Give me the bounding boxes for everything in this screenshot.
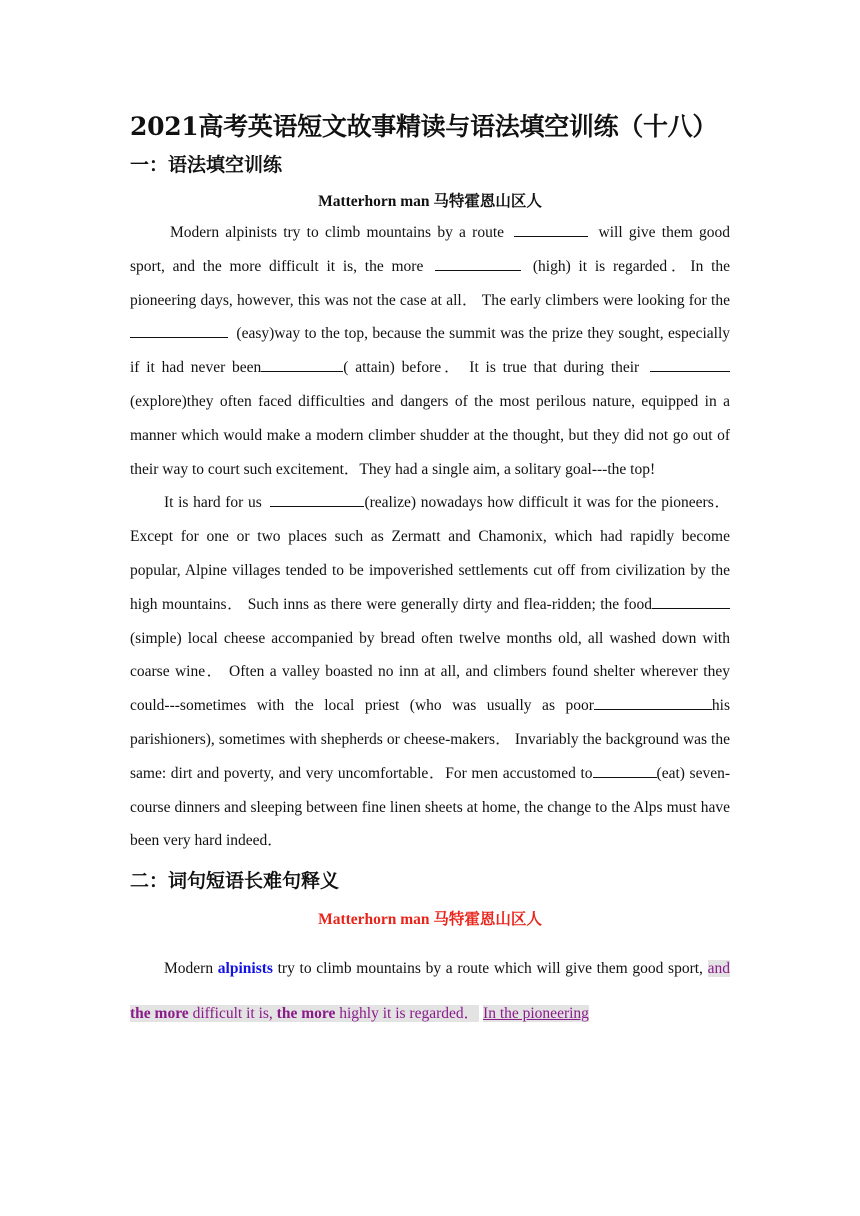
- passage-text: (realize) nowadays how difficult it was for the pioneers． Except for one or two places such as Zermatt and Chamonix, which had rapidly become popular, Alpine villages tended to be impoverished settlements cut off from civilization by the high mountains． Such inns as there were generally dirty and flea-ridden; the food: [130, 494, 731, 613]
- annotated-paragraph: [130, 946, 730, 1036]
- fill-blank-4[interactable]: [261, 357, 343, 372]
- story-title-red: Matterhorn man 马特霍恩山区人: [318, 911, 542, 929]
- annotated-text: try to climb mountains by a route which will give them good sport,: [277, 960, 703, 978]
- document-page: [130, 110, 730, 1036]
- story-title: Matterhorn man 马特霍恩山区人: [318, 193, 542, 210]
- passage-text: (high) it is regarded．In the pioneering days, however, this was not the case at all． The early climbers were looking for the: [130, 257, 731, 309]
- passage-text: It is hard for us: [164, 494, 262, 512]
- fill-blank-2[interactable]: [435, 256, 521, 271]
- passage-text: (simple) local cheese accompanied by bread often twelve months old, all washed down with coarse wine． Often a valley boasted no inn at all, and climbers found shelter wherever they could---sometimes with the local priest (who was usually as poor: [130, 629, 730, 715]
- fill-blank-7[interactable]: [652, 594, 730, 609]
- passage-text: Modern alpinists try to climb mountains by a route: [170, 224, 505, 241]
- fill-blank-3[interactable]: [130, 323, 228, 338]
- passage-paragraph-2: [130, 486, 730, 858]
- passage-paragraph-1: [130, 216, 730, 486]
- fill-blank-5[interactable]: [650, 357, 730, 372]
- passage-text: (eat) seven-course dinners and sleeping between fine linen sheets at home, the change to the Alps must have been very hard indeed．: [130, 764, 731, 850]
- document-title: 2021高考英语短文故事精读与语法填空训练（十八）: [130, 112, 718, 141]
- annotated-text: Modern: [164, 960, 214, 978]
- section1-heading: 一：语法填空训练: [130, 154, 283, 176]
- passage-text: (explore)they often faced difficulties and dangers of the most perilous nature, equipped in a manner which would make a modern climber shudder at the thought, but they did not go out of their way to court such excitement．They had a single aim, a solitary goal---the top!: [130, 392, 730, 478]
- fill-blank-6[interactable]: [270, 492, 364, 507]
- passage-text: ( attain) before． It is true that during their: [343, 359, 640, 377]
- section2-heading: 二：词句短语长难句释义: [130, 870, 340, 893]
- keyword-alpinists: alpinists: [217, 960, 273, 978]
- highlighted-phrase: and the more difficult it is, the more highly it is regarded．: [130, 960, 731, 1023]
- passage-text: will give them good sport, and the more difficult it is, the more: [130, 224, 731, 275]
- fill-blank-9[interactable]: [593, 763, 657, 778]
- passage-text: (easy)way to the top, because the summit was the prize they sought, especially if it had never been: [130, 325, 730, 377]
- passage-text: his parishioners), sometimes with shepherds or cheese-makers． Invariably the background was the same: dirt and poverty, and very uncomfortable．For men accustomed to: [130, 697, 730, 782]
- fill-blank-8[interactable]: [594, 695, 712, 710]
- fill-blank-1[interactable]: [514, 222, 588, 237]
- underlined-phrase: In the pioneering: [483, 1005, 589, 1023]
